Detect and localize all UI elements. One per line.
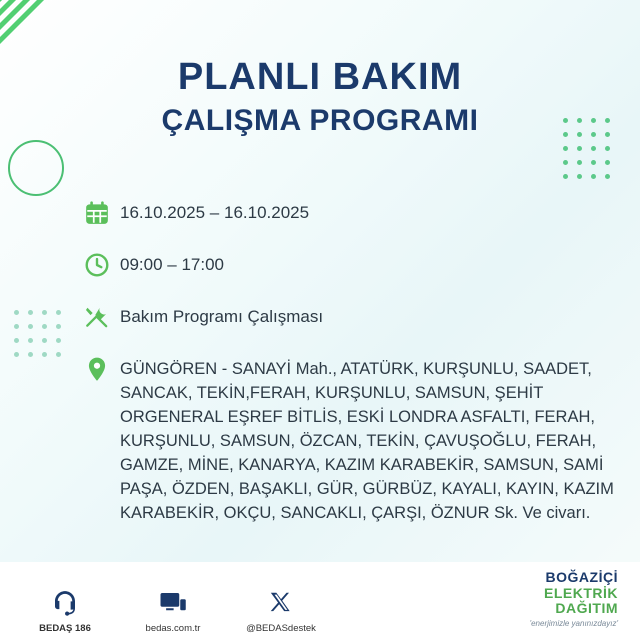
footer-item-website[interactable] — [134, 586, 212, 634]
tools-icon — [84, 304, 120, 334]
footer-item-social[interactable] — [242, 586, 320, 634]
company-logo — [530, 570, 618, 628]
info-row-location — [84, 356, 620, 525]
calendar-icon — [84, 200, 120, 230]
logo-line-2: ELEKTRİK — [544, 584, 618, 601]
location-text: GÜNGÖREN - SANAYİ Mah., ATATÜRK, KURŞUNLU, SAADET, SANCAK, TEKİN,FERAH, KURŞUNLU, SAMSUN, ŞEHİT ORGENERAL EŞREF BİTLİS, ESKİ LONDRA ASFALTI, FERAH, KURŞUNLU, SAMSUN, ÖZCAN, TEKİN, ÇAVUŞOĞLU, FERAH, GAMZE, MİNE, KANARYA, KAZIM KARABEKİR, SAMSUN, SAMİ PAŞA, ÖZDEN, BAŞAKLI, GÜR, GÜRBÜZ, KAYALI, KAYIN, KAZIM KARABEKİR, OKÇU, SANCAKLI, ÇARŞI, ÖZNUR Sk. Ve civarı. — [120, 360, 614, 522]
logo-line-3: DAĞITIM — [555, 600, 618, 617]
x-twitter-icon — [242, 586, 320, 620]
date-range-text: 16.10.2025 – 16.10.2025 — [120, 203, 310, 222]
work-type-text: Bakım Programı Çalışması — [120, 307, 324, 326]
footer-item-phone[interactable] — [26, 586, 104, 634]
logo-slogan: 'enerjimizle yanınızdayız' — [529, 619, 618, 628]
info-row-work — [84, 304, 620, 334]
footer-label-website: bedas.com.tr — [145, 623, 201, 634]
title-line-2: ÇALIŞMA PROGRAMI — [161, 103, 479, 137]
clock-icon — [84, 252, 120, 282]
circle-outline-decoration — [8, 140, 64, 196]
footer-contact-list — [26, 586, 320, 634]
footer-label-phone: BEDAŞ 186 — [39, 623, 91, 634]
logo-line-1: BOĞAZİÇİ — [545, 568, 618, 585]
footer — [0, 562, 640, 640]
dot-grid-decoration-left — [14, 310, 61, 357]
headset-support-icon — [26, 586, 104, 620]
time-range-text: 09:00 – 17:00 — [120, 255, 224, 274]
info-row-date — [84, 200, 620, 230]
info-row-time — [84, 252, 620, 282]
page-title — [0, 58, 640, 138]
footer-label-social: @BEDASdestek — [246, 623, 316, 634]
info-block — [84, 200, 620, 525]
title-line-1: PLANLI BAKIM — [177, 56, 463, 98]
location-pin-icon — [84, 356, 120, 386]
computer-monitor-icon — [134, 586, 212, 620]
